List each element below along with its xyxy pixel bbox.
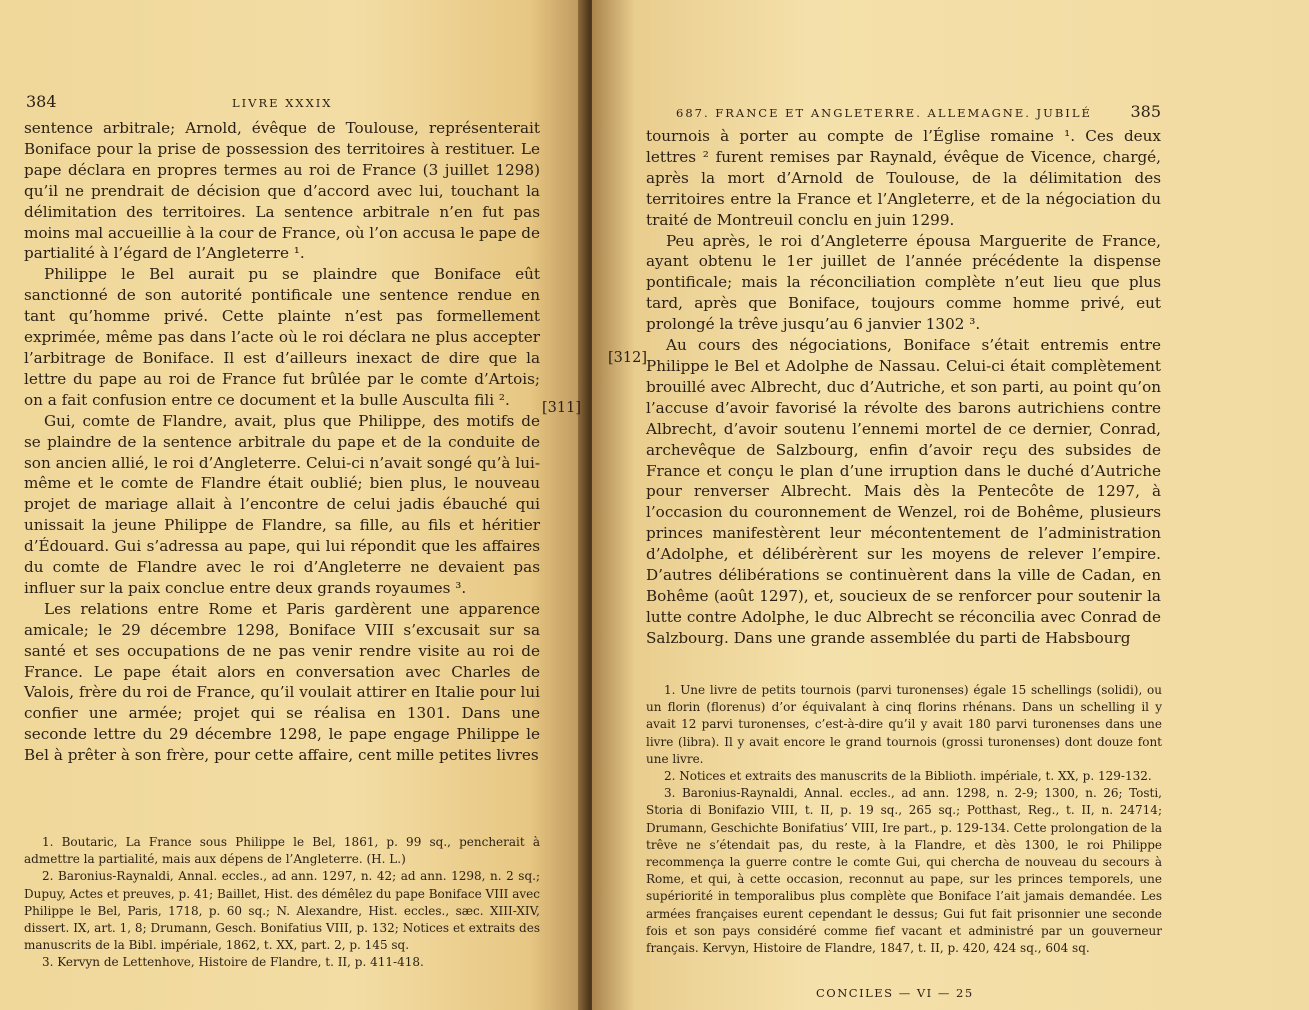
page-number-left: 384 <box>26 92 57 111</box>
footnote: 1. Une livre de petits tournois (parvi turonenses) égale 15 schellings (solidi), ou un florin (florenus) d’or équivalant à cinq florins rhénans. Dans un schelling il y avait 12 parvi turonenses, c’est-à-dire qu’il y avait 180 parvi turonenses dans une livre (libra). Il y avait encore le grand tournois (grossi turonenses) dont douze font une livre. <box>646 683 1162 766</box>
paragraph: Au cours des négociations, Boniface s’était entremis entre Philippe le Bel et Adolphe de Nassau. Celui-ci était complètement brouillé avec Albrecht, duc d’Autriche, et son parti, au point qu’on l’accuse d’avoir favorisé la révolte des barons autrichiens contre Albrecht, d’avoir soutenu l’ennemi mortel de ce dernier, Conrad, archevêque de Salzbourg, enfin d’avoir reçu des subsides de France et conçu le plan d’une irruption dans le duché d’Autriche pour renverser Albrecht. Mais dès la Pentecôte de 1297, à l’occasion du couronnement de Wenzel, roi de Bohême, plusieurs princes manifestèrent leur mécontentement de l’administration d’Adolphe, et délibérèrent sur les moyens de relever l’empire. D’autres délibérations se continuèrent dans la ville de Cadan, en Bohême (août 1297), et, soucieux de se renforcer pour soutenir la lutte contre Adolphe, le duc Albrecht se réconcilia avec Conrad de Salzbourg. Dans une grande assemblée du parti de Habsbourg <box>646 336 1161 647</box>
footnote: 2. Baronius-Raynaldi, Annal. eccles., ad ann. 1297, n. 42; ad ann. 1298, n. 2 sq.; Dupuy, Actes et preuves, p. 41; Baillet, Hist. des démêlez du pape Boniface VIII avec Philippe le Bel, Paris, 1718, p. 60 sq.; N. Alexandre, Hist. eccles., sæc. XIII-XIV, dissert. IX, art. 1, 8; Drumann, Gesch. Bonifatius VIII, p. 132; Notices et extraits des manuscrits de la Bibl. impériale, 1862, t. XX, part. 2, p. 145 sq. <box>24 869 540 953</box>
right-footnotes <box>646 682 1162 957</box>
page-number-right: 385 <box>1130 102 1161 121</box>
footnote: 1. Boutaric, La France sous Philippe le Bel, 1861, p. 99 sq., pencherait à admettre la partialité, mais aux dépens de l’Angleterre. (H. L.) <box>24 835 540 867</box>
paragraph: Gui, comte de Flandre, avait, plus que Philippe, des motifs de se plaindre de la sentence arbitrale du pape et de la conduite de son ancien allié, le roi d’Angleterre. Celui-ci n’avait songé qu’à lui-même et le comte de Flandre était oublié; bien plus, le nouveau projet de mariage allait à l’encontre de celui jadis ébauché qui unissait la jeune Philippe de Flandre, sa fille, au fils et héritier d’Édouard. Gui s’adressa au pape, qui lui répondit que les affaires du comte de Flandre avec le roi d’Angleterre ne devaient pas influer sur la paix conclue entre deux grands royaumes ³. <box>24 411 540 597</box>
left-footnotes <box>24 834 540 972</box>
running-head-right: 687. FRANCE ET ANGLETERRE. ALLEMAGNE. JUBILÉ <box>676 106 1092 120</box>
running-head-left: LIVRE XXXIX <box>232 96 333 110</box>
right-header <box>646 100 1161 126</box>
signature-mark: CONCILES — VI — 25 <box>816 986 974 1000</box>
right-body-text <box>646 126 1161 649</box>
paragraph: tournois à porter au compte de l’Église romaine ¹. Ces deux lettres ² furent remises par Raynald, évêque de Vicence, chargé, après la mort d’Arnold de Toulouse, de la délimitation des territoires entre la France et l’Angleterre, et de la négociation du traité de Montreuil conclu en juin 1299. <box>646 127 1161 229</box>
paragraph: Peu après, le roi d’Angleterre épousa Marguerite de France, ayant obtenu le 1er juillet de l’année précédente la dispense pontificale; mais la réconciliation complète n’eut lieu que plus tard, après que Boniface, toujours comme homme privé, eut prolongé la trêve jusqu’au 6 janvier 1302 ³. <box>646 231 1161 334</box>
left-body-text <box>24 118 540 766</box>
right-page <box>542 0 1309 1010</box>
left-header <box>24 92 540 118</box>
footnote: 3. Kervyn de Lettenhove, Histoire de Flandre, t. II, p. 411-418. <box>42 955 424 970</box>
footnote: 2. Notices et extraits des manuscrits de la Biblioth. impériale, t. XX, p. 129-132. <box>664 769 1152 784</box>
paragraph: sentence arbitrale; Arnold, évêque de Toulouse, représenterait Boniface pour la prise de possession des territoires à restituer. Le pape déclara en propres termes au roi de France (3 juillet 1298) qu’il ne prendrait de décision que d’accord avec lui, touchant la délimitation des territoires. La sentence arbitrale n’en fut pas moins mal accueillie à la cour de France, où l’on accusa le pape de partialité à l’égard de l’Angleterre ¹. <box>24 119 540 263</box>
paragraph: Les relations entre Rome et Paris gardèrent une apparence amicale; le 29 décembre 1298, Boniface VIII s’excusait sur sa santé et ses occupations de ne pas venir rendre visite au roi de France. Le pape était alors en conversation avec Charles de Valois, frère du roi de France, qu’il voulait attirer en Italie pour lui confier une armée; projet qui se réalisa en 1301. Dans une seconde lettre du 29 décembre 1298, le pape engage Philippe le Bel à prêter à son frère, pour cette affaire, cent mille petites livres <box>24 599 540 765</box>
margin-ref-312: [312] <box>608 350 647 366</box>
paragraph: Philippe le Bel aurait pu se plaindre que Boniface eût sanctionné de son autorité pontificale une sentence rendue en tant qu’homme privé. Cette plainte n’est pas formellement exprimée, même pas dans l’acte où le roi déclara ne plus accepter l’arbitrage de Boniface. Il est d’ailleurs inexact de dire que la lettre du pape au roi de France fut brûlée par le comte d’Artois; on a fait confusion entre ce document et la bulle Ausculta fili ². <box>24 265 540 409</box>
margin-ref-311: [311] <box>542 400 581 416</box>
left-page <box>0 0 588 1010</box>
footnote: 3. Baronius-Raynaldi, Annal. eccles., ad ann. 1298, n. 2-9; 1300, n. 26; Tosti, Storia di Bonifazio VIII, t. II, p. 19 sq., 265 sq.; Potthast, Reg., t. II, n. 24714; Drumann, Geschichte Bonifatius’ VIII, Ire part., p. 129-134. Cette prolongation de la trêve ne s’étendait pas, du reste, à la Flandre, et dès 1300, le roi Philippe recommença la guerre contre le comte Gui, qui chercha de nouveau du secours à Rome, et qui, à cette occasion, reconnut au pape, sur les princes temporels, une supériorité in temporalibus plus complète que Boniface l’ait jamais demandée. Les armées françaises eurent cependant le dessus; Gui fut fait prisonnier une seconde fois et son pays considéré comme fief vacant et administré par un gouverneur français. Kervyn, Histoire de Flandre, 1847, t. II, p. 420, 424 sq., 604 sq. <box>646 786 1162 956</box>
